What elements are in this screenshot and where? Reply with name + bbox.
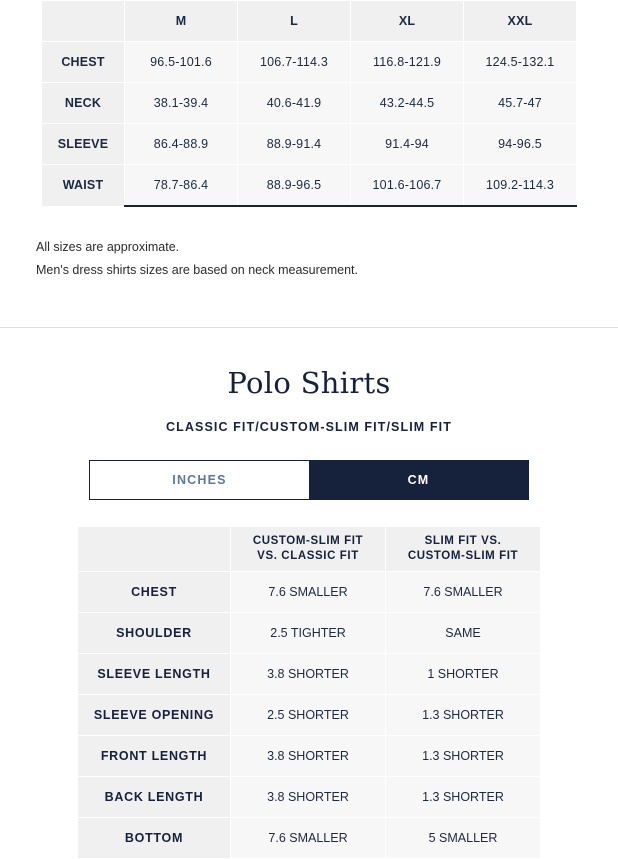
table-row [42,124,577,165]
polo-shirts-section [0,328,618,859]
page-title: Polo Shirts [227,366,391,400]
fit-column-header-slim-vs-custom-slim [386,527,541,572]
cell-sleeve-xxl: 94-96.5 [464,124,577,165]
fit-row-label-chest: CHEST [78,572,231,613]
cell-neck-xxl: 45.7-47 [464,83,577,124]
row-label-neck: NECK [42,83,125,124]
fit-cell-back-length-col1: 3.8 SHORTER [231,777,386,818]
fit-cell-bottom-col1: 7.6 SMALLER [231,818,386,859]
tab-inches[interactable]: INCHES [90,461,309,499]
table-row [42,83,577,124]
fit-cell-back-length-col2: 1.3 SHORTER [386,777,541,818]
fit-cell-sleeve-length-col1: 3.8 SHORTER [231,654,386,695]
table-header-row [42,1,577,42]
table-row [78,736,541,777]
fit-header-line-2: VS. CLASSIC FIT [257,550,359,562]
fit-cell-front-length-col1: 3.8 SHORTER [231,736,386,777]
cell-neck-l: 40.6-41.9 [238,83,351,124]
column-header-xl: XL [351,1,464,42]
column-header-m: M [125,1,238,42]
fit-row-label-sleeve-opening: SLEEVE OPENING [78,695,231,736]
fit-cell-shoulder-col2: SAME [386,613,541,654]
size-notes [36,237,618,281]
table-header-row [78,527,541,572]
fit-row-label-sleeve-length: SLEEVE LENGTH [78,654,231,695]
size-chart-table [41,0,577,207]
row-label-sleeve: SLEEVE [42,124,125,165]
table-row [78,695,541,736]
fit-column-header-custom-slim-vs-classic [231,527,386,572]
table-row [78,613,541,654]
fit-cell-bottom-col2: 5 SMALLER [386,818,541,859]
cell-waist-l: 88.9-96.5 [238,165,351,207]
fit-table-corner-cell [78,527,231,572]
fit-row-label-bottom: BOTTOM [78,818,231,859]
cell-chest-xl: 116.8-121.9 [351,42,464,83]
fit-cell-sleeve-length-col2: 1 SHORTER [386,654,541,695]
cell-waist-xl: 101.6-106.7 [351,165,464,207]
unit-toggle[interactable] [89,460,529,500]
cell-chest-xxl: 124.5-132.1 [464,42,577,83]
note-line-1: All sizes are approximate. [36,240,180,254]
size-chart-section [0,0,618,328]
column-header-l: L [238,1,351,42]
cell-neck-m: 38.1-39.4 [125,83,238,124]
fit-cell-front-length-col2: 1.3 SHORTER [386,736,541,777]
tab-cm[interactable]: CM [309,461,528,499]
polo-subtitle: CLASSIC FIT/CUSTOM-SLIM FIT/SLIM FIT [166,420,452,434]
cell-sleeve-l: 88.9-91.4 [238,124,351,165]
cell-waist-m: 78.7-86.4 [125,165,238,207]
fit-header-line-1: CUSTOM-SLIM FIT [252,535,364,547]
table-row [78,572,541,613]
fit-row-label-front-length: FRONT LENGTH [78,736,231,777]
fit-cell-sleeve-opening-col1: 2.5 SHORTER [231,695,386,736]
cell-chest-l: 106.7-114.3 [238,42,351,83]
table-row [42,165,577,207]
table-corner-cell [42,1,125,42]
fit-row-label-back-length: BACK LENGTH [78,777,231,818]
row-label-chest: CHEST [42,42,125,83]
cell-waist-xxl: 109.2-114.3 [464,165,577,207]
fit-cell-sleeve-opening-col2: 1.3 SHORTER [386,695,541,736]
fit-cell-chest-col1: 7.6 SMALLER [231,572,386,613]
fit-comparison-table [77,526,541,859]
fit-cell-chest-col2: 7.6 SMALLER [386,572,541,613]
table-row [78,777,541,818]
cell-sleeve-xl: 91.4-94 [351,124,464,165]
note-line-2: Men's dress shirts sizes are based on neck measurement. [36,263,358,277]
column-header-xxl: XXL [464,1,577,42]
row-label-waist: WAIST [42,165,125,207]
cell-sleeve-m: 86.4-88.9 [125,124,238,165]
table-row [78,818,541,859]
fit-header-line-2: CUSTOM-SLIM FIT [407,550,519,562]
cell-chest-m: 96.5-101.6 [125,42,238,83]
cell-neck-xl: 43.2-44.5 [351,83,464,124]
fit-cell-shoulder-col1: 2.5 TIGHTER [231,613,386,654]
table-row [42,42,577,83]
fit-header-line-1: SLIM FIT VS. [424,535,502,547]
table-row [78,654,541,695]
fit-row-label-shoulder: SHOULDER [78,613,231,654]
